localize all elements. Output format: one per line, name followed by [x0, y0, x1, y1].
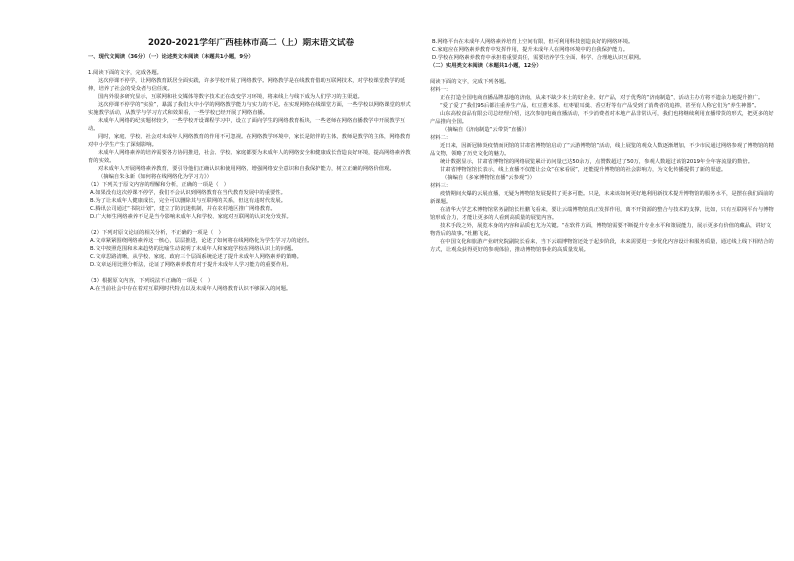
text-line: 材料三：	[430, 183, 452, 189]
text-line: （1）下列关于原文内容的理解和分析，正确的一项是（ ）	[88, 182, 230, 188]
text-line: 对未成年人开展网络素养教育，要引导他们正确认识和使用网络，增强网络安全意识和自我保护能力，树立正确的网络价值观。	[98, 166, 395, 172]
right-column	[430, 38, 774, 553]
text-line: 在中国文化和旅游产业研究院副院长看来，当下云端博物馆还处于起步阶段，未来需要进一步优化内容设计和服务质量，通过线上线下相结合的方式，让观众获得更好的参观体验，推动博物馆事业的高质量发展。	[430, 239, 774, 253]
text-line: A.文章紧紧围绕网络素养这一核心，层层推进，论述了如何将在线网络化为学生学习力的途径。	[90, 238, 313, 244]
text-line: 国内外很多研究显示，互联网和社交媒体等数字技术正在改变学习环境，将来线上与线下成为人们学习的主渠道。	[98, 94, 363, 100]
section-heading: （二）实用类文本阅读（本题共1小题，12分）	[430, 63, 542, 69]
text-line: 技术手段之外，展览本身的内容和品质也尤为关键。“在软件方面，博物馆需要不断提升专业水平和策展能力，展示更多有价值的藏品，讲好文物背后的故事。”杜鹏飞说。	[430, 223, 772, 237]
text-line: D.文章运用比照分析法，论证了网络素养教育对于提升未成年人学习能力的重要作用。	[90, 262, 292, 268]
spacer	[430, 70, 774, 78]
text-line: 阅读下面的文字，完成下列各题。	[430, 79, 510, 85]
text-line: 未成年人网络的纪实题材较少，一些学校开设课程学习中，设立了面向学生的网络教育板块，一些老师在网络直播教学中开展教学互动。	[88, 118, 406, 132]
text-line: 材料一：	[430, 87, 452, 93]
text-line: 疫情期间火爆的云展直播，无疑为博物馆发展提供了更多可能。只是，未来该如何更好地利用新技术提升博物馆的服务水平，是摆在我们面前的新课题。	[430, 191, 774, 205]
spacer	[88, 61, 414, 69]
text-line: 这次停课不停学，让网络教育跃居全面实践，许多学校开展了网络教学。网络教学是在线教育借助互联网技术，对学校课堂教学的延伸，培养了社会的受众者与信任度。	[88, 78, 406, 92]
text-line: （摘编自《济南制造“云带货”直播》）	[442, 127, 530, 133]
left-column	[88, 38, 414, 553]
exam-title: 2020-2021学年广西桂林市高二（上）期末语文试卷	[147, 38, 355, 48]
text-line: 未成年人网络素养的培养需要各方协同推进，社会、学校、家庭都要为未成年人的网络安全和健康成长营造良好环境，提高网络素养教育的实效。	[88, 150, 411, 164]
text-line: （3）根据原文内容，下列说法不正确的一项是（ ）	[88, 278, 214, 284]
spacer	[88, 221, 414, 229]
text-line: B.网络平台在未成年人网络素养培育上空间有限，但可利用科技创造良好的网络环境。	[432, 39, 634, 45]
text-line: （摘编自朱永新《如何将在线网络化为学习力》）	[98, 174, 212, 180]
text-line: 1.阅读下面的文字，完成各题。	[88, 70, 162, 76]
text-line: C.家庭应在网络素养教育中发挥作用，提升未成年人在网络环境中的自我保护能力。	[432, 47, 629, 53]
text-line: 近日来，因新冠肺炎疫情而闭馆的甘肃省博物馆启动了“云游博物馆”活动，线上展览的观众人数逐渐增加，不少市民通过网络参观了博物馆的精品文物，领略了历史文化的魅力。	[430, 143, 774, 157]
text-line: 甘肃省博物馆馆长表示，线上直播不仅能让公众“在家看展”，还能提升博物馆的社会影响力，为文化传播提供了新的渠道。	[440, 167, 727, 173]
text-line: （摘编自《多家博物馆直播“云参观”》）	[442, 175, 535, 181]
text-line: 山东高校食品有限公司总经理介绍，这次参加电商直播活动，不少消费者对本地产品非常认可，我们也将继续利用直播带货的形式，把更多的好产品推向全国。	[430, 111, 774, 125]
text-line: B.文中按照范围和未来趋势的比喻生动说明了未成年人和家庭学校在网络认识上的问题。	[90, 246, 297, 252]
text-line: D.学校在网络素养教育中承担着重要责任，需要培养学生全面、科学、合理地认识互联网。	[432, 55, 645, 61]
text-line: B.为了让未成年人健康成长，完全可以删除其与互联网的关系，但这有违时代发展。	[90, 198, 287, 204]
text-line: 材料二：	[430, 135, 452, 141]
text-line: 在清华大学艺术博物馆常务副馆长杜鹏飞看来，要让云端博物馆真正发挥作用，离不开资源的整合与技术的支撑，比如，只有互联网平台与博物馆形成合力，才能让更多的人看到高质量的展览内容。	[430, 207, 774, 221]
spacer	[88, 269, 414, 277]
text-line: D.广大师生网络素养不足是当今影响未成年人和学校、家庭对互联网的认识充分发挥。	[90, 214, 292, 220]
text-line: 正在打造全国电商直播品牌基地的济南，从来不缺少本土的好企业、好产品，对于优秀的“济南制造”，活动主办方将不遗余力地提升推广。	[440, 95, 764, 101]
text-line: （2）下列对原文论证的相关分析，不正确的一项是（ ）	[88, 230, 224, 236]
text-line: 这次停课不停学的“实验”，暴露了我们大中小学的网络教学能力与实力的不足。在实现网络在线课堂方面，一些学校以网络课堂的形式实施教学活动，从教学与学习方式和效果看，一些学校已经开展了网络直播。	[88, 102, 411, 116]
text-line: 统计数据显示，甘肃省博物馆的网络展览累计访问量已达50余万，点赞数超过了50万，参观人数超过该馆2019年全年客流量的数倍。	[440, 159, 753, 165]
text-line: C.腾讯公司通过“书院计划”，建立了防沉迷机制，并在农村地区推广网络教育。	[90, 206, 276, 212]
section-heading: 一、现代文阅读（36分）（一）论述类文本阅读（本题共1小题，9分）	[88, 54, 254, 60]
text-line: “爱了爱了”我们95后都注重养生产品，红豆薏米茶、红枣银耳羹、香豆籽等有产品受到了消费者的追捧，甚至有人称它们为“养生神器”。	[440, 103, 760, 109]
text-line: A.如果没有这次停课不停学，我们不会认识到网络教育在当代教育发展中的重要性。	[90, 190, 286, 196]
text-line: 同时，家庭、学校、社会对未成年人网络教育的作用不可忽视。在网络教学环境中，家长是陪伴的主体，教师是教学的主体，网络教育对中小学生产生了深刻影响。	[88, 134, 411, 148]
text-line: C.文章思路清晰，从学校、家庭、政府三个层面系统论述了提升未成年人网络素养的策略。	[90, 254, 302, 260]
text-line: A.在当前社会中存在着对互联网时代特点以及未成年人网络教育认识不够深入的问题。	[90, 286, 292, 292]
